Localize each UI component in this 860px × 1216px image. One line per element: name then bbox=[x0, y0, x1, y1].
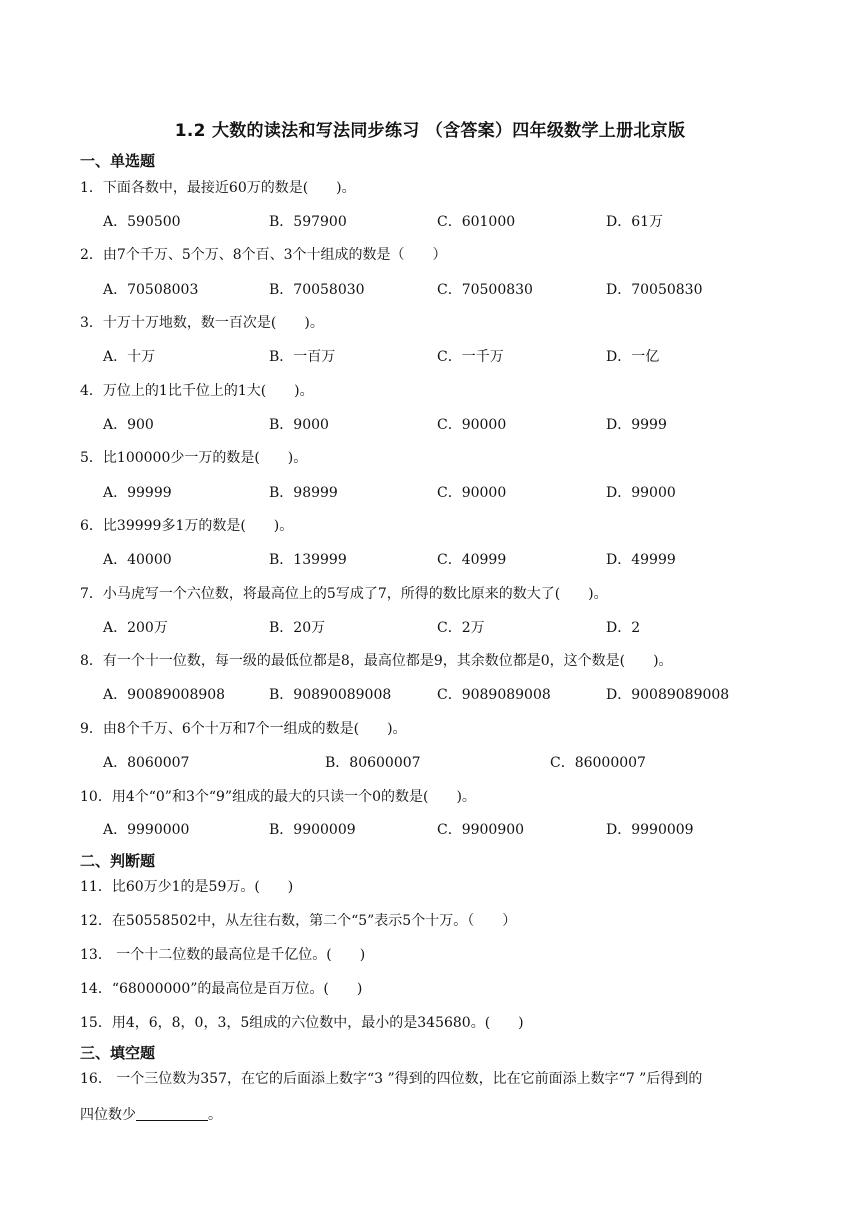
question-8-option-d[interactable]: D．90089089008 bbox=[606, 687, 730, 703]
question-6-option-b[interactable]: B．139999 bbox=[269, 552, 347, 568]
question-6-options bbox=[103, 550, 803, 570]
question-4-options bbox=[103, 415, 803, 435]
question-10-option-b[interactable]: B．9900009 bbox=[269, 822, 356, 838]
question-7-option-c[interactable]: C．2万 bbox=[437, 620, 485, 636]
question-4-option-b[interactable]: B．9000 bbox=[269, 417, 329, 433]
question-4-option-d[interactable]: D．9999 bbox=[606, 417, 667, 433]
question-6-option-a[interactable]: A．40000 bbox=[103, 552, 172, 568]
question-7-stem: 7．小马虎写一个六位数，将最高位上的5写成了7，所得的数比原来的数大了( )。 bbox=[80, 586, 608, 602]
question-4-option-a[interactable]: A．900 bbox=[103, 417, 154, 433]
question-11-stem: 11．比60万少1的是59万。( ) bbox=[80, 879, 294, 895]
question-3-option-a[interactable]: A．十万 bbox=[103, 349, 156, 365]
question-1-option-a[interactable]: A．590500 bbox=[103, 214, 181, 230]
question-1-options bbox=[103, 212, 803, 232]
section-heading-single-choice: 一、单选题 bbox=[80, 152, 156, 170]
question-10-options bbox=[103, 820, 803, 840]
question-8-option-b[interactable]: B．90890089008 bbox=[269, 687, 392, 703]
question-3-option-d[interactable]: D．一亿 bbox=[606, 349, 660, 365]
question-8-options bbox=[103, 685, 803, 705]
question-8-stem: 8．有一个十一位数，每一级的最低位都是8，最高位都是9，其余数位都是0，这个数是( )。 bbox=[80, 653, 673, 669]
section-heading-fill-in: 三、填空题 bbox=[80, 1044, 156, 1062]
question-7-option-d[interactable]: D．2 bbox=[606, 620, 641, 636]
answer-blank[interactable] bbox=[136, 1106, 208, 1121]
question-4-option-c[interactable]: C．90000 bbox=[437, 417, 507, 433]
question-5-options bbox=[103, 483, 803, 503]
question-10-option-d[interactable]: D．9990009 bbox=[606, 822, 694, 838]
question-14-stem: 14．“68000000”的最高位是百万位。( ) bbox=[80, 981, 363, 997]
question-2-option-d[interactable]: D．70050830 bbox=[606, 282, 703, 298]
question-2-option-b[interactable]: B．70058030 bbox=[269, 282, 365, 298]
question-5-stem: 5．比100000少一万的数是( )。 bbox=[80, 450, 308, 466]
question-2-option-c[interactable]: C．70500830 bbox=[437, 282, 533, 298]
question-3-options bbox=[103, 347, 803, 367]
question-10-option-c[interactable]: C．9900900 bbox=[437, 822, 525, 838]
section-heading-true-false: 二、判断题 bbox=[80, 852, 156, 870]
question-3-option-c[interactable]: C．一千万 bbox=[437, 349, 504, 365]
question-1-option-d[interactable]: D．61万 bbox=[606, 214, 664, 230]
question-10-option-a[interactable]: A．9990000 bbox=[103, 822, 190, 838]
question-1-option-b[interactable]: B．597900 bbox=[269, 214, 347, 230]
question-6-stem: 6．比39999多1万的数是( )。 bbox=[80, 518, 294, 534]
question-16-stem-text: 四位数少 bbox=[80, 1107, 136, 1123]
question-4-stem: 4．万位上的1比千位上的1大( )。 bbox=[80, 383, 314, 399]
question-16 bbox=[80, 1061, 780, 1133]
question-7-option-a[interactable]: A．200万 bbox=[103, 620, 168, 636]
question-1-stem: 1．下面各数中，最接近60万的数是( )。 bbox=[80, 180, 356, 196]
question-3-stem: 3．十万十万地数，数一百次是( )。 bbox=[80, 315, 324, 331]
question-2-stem: 2．由7个千万、5个万、8个百、3个十组成的数是（ ） bbox=[80, 247, 447, 263]
question-15-stem: 15．用4，6，8，0，3，5组成的六位数中，最小的是345680。( ) bbox=[80, 1015, 524, 1031]
question-9-option-a[interactable]: A．8060007 bbox=[103, 755, 190, 771]
question-9-stem: 9．由8个千万、6个十万和7个一组成的数是( )。 bbox=[80, 721, 407, 737]
question-9-options bbox=[103, 753, 803, 773]
question-3-option-b[interactable]: B．一百万 bbox=[269, 349, 336, 365]
question-5-option-c[interactable]: C．90000 bbox=[437, 485, 507, 501]
question-5-option-a[interactable]: A．99999 bbox=[103, 485, 172, 501]
question-13-stem: 13． 一个十二位数的最高位是千亿位。( ) bbox=[80, 947, 366, 963]
question-8-option-c[interactable]: C．9089089008 bbox=[437, 687, 551, 703]
question-16-stem-end: 。 bbox=[208, 1107, 222, 1123]
question-5-option-b[interactable]: B．98999 bbox=[269, 485, 338, 501]
question-1-option-c[interactable]: C．601000 bbox=[437, 214, 516, 230]
question-10-stem: 10．用4个“0”和3个“9”组成的最大的只读一个0的数是( )。 bbox=[80, 789, 476, 805]
question-7-option-b[interactable]: B．20万 bbox=[269, 620, 326, 636]
question-2-options bbox=[103, 280, 803, 300]
question-6-option-d[interactable]: D．49999 bbox=[606, 552, 676, 568]
question-2-option-a[interactable]: A．70508003 bbox=[103, 282, 199, 298]
question-9-option-c[interactable]: C．86000007 bbox=[550, 755, 646, 771]
question-5-option-d[interactable]: D．99000 bbox=[606, 485, 676, 501]
question-7-options bbox=[103, 618, 803, 638]
question-9-option-b[interactable]: B．80600007 bbox=[325, 755, 421, 771]
question-16-stem-line1: 16． 一个三位数为357，在它的后面添上数字“3 ”得到的四位数，比在它前面添上数字“7 ”后得到的 bbox=[80, 1071, 703, 1087]
question-16-stem-line2 bbox=[80, 1097, 780, 1133]
document-title: 1.2 大数的读法和写法同步练习 （含答案）四年级数学上册北京版 bbox=[174, 121, 686, 141]
question-6-option-c[interactable]: C．40999 bbox=[437, 552, 507, 568]
question-12-stem: 12．在50558502中，从左往右数，第二个“5”表示5个十万。（ ） bbox=[80, 913, 517, 929]
question-8-option-a[interactable]: A．90089008908 bbox=[103, 687, 226, 703]
